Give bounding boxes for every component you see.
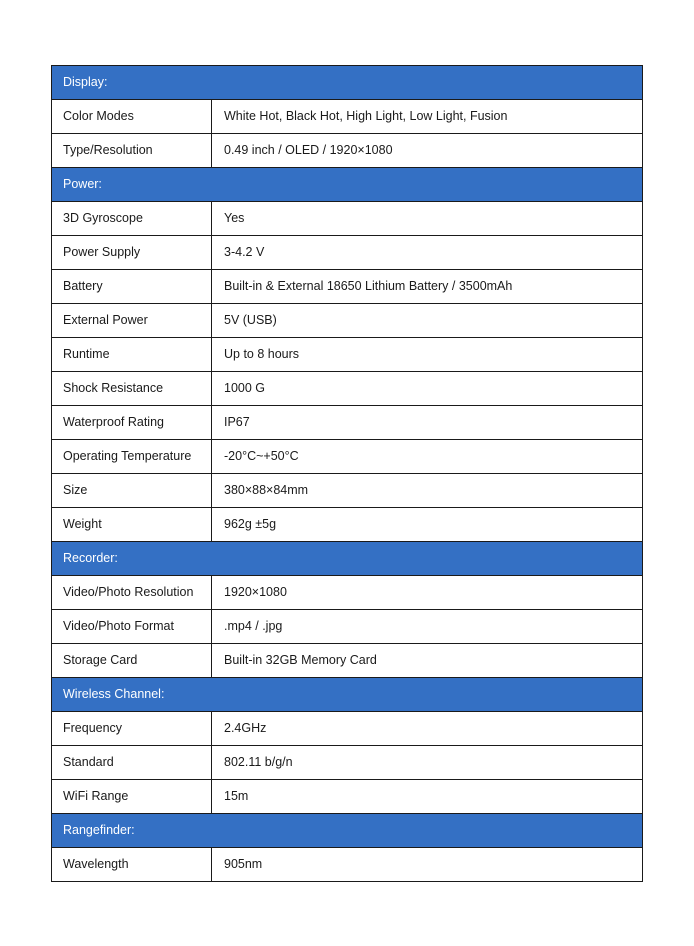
- spec-label: Video/Photo Resolution: [52, 576, 212, 610]
- spec-label: Frequency: [52, 712, 212, 746]
- spec-row: [52, 202, 643, 236]
- spec-value: .mp4 / .jpg: [212, 610, 643, 644]
- spec-label: Waterproof Rating: [52, 406, 212, 440]
- spec-row: [52, 746, 643, 780]
- spec-value: 962g ±5g: [212, 508, 643, 542]
- spec-value: 0.49 inch / OLED / 1920×1080: [212, 134, 643, 168]
- spec-value: 1000 G: [212, 372, 643, 406]
- spec-row: [52, 712, 643, 746]
- spec-row: [52, 848, 643, 882]
- spec-label: Standard: [52, 746, 212, 780]
- spec-label: Size: [52, 474, 212, 508]
- spec-value: Up to 8 hours: [212, 338, 643, 372]
- spec-value: IP67: [212, 406, 643, 440]
- spec-row: [52, 610, 643, 644]
- spec-value: 802.11 b/g/n: [212, 746, 643, 780]
- spec-row: [52, 134, 643, 168]
- section-header-rangefinder: [52, 814, 643, 848]
- spec-row: [52, 406, 643, 440]
- spec-label: Battery: [52, 270, 212, 304]
- spec-label: Weight: [52, 508, 212, 542]
- spec-row: [52, 270, 643, 304]
- spec-label: Power Supply: [52, 236, 212, 270]
- section-title: Display:: [52, 66, 643, 100]
- spec-value: White Hot, Black Hot, High Light, Low Light, Fusion: [212, 100, 643, 134]
- spec-label: Color Modes: [52, 100, 212, 134]
- section-header-power: [52, 168, 643, 202]
- spec-label: Runtime: [52, 338, 212, 372]
- spec-row: [52, 236, 643, 270]
- spec-label: Storage Card: [52, 644, 212, 678]
- spec-value: Yes: [212, 202, 643, 236]
- section-title: Wireless Channel:: [52, 678, 643, 712]
- section-header-wireless-channel: [52, 678, 643, 712]
- spec-value: 15m: [212, 780, 643, 814]
- section-title: Power:: [52, 168, 643, 202]
- spec-value: 380×88×84mm: [212, 474, 643, 508]
- spec-label: Type/Resolution: [52, 134, 212, 168]
- spec-row: [52, 644, 643, 678]
- spec-label: Wavelength: [52, 848, 212, 882]
- section-title: Rangefinder:: [52, 814, 643, 848]
- spec-value: 5V (USB): [212, 304, 643, 338]
- spec-row: [52, 440, 643, 474]
- spec-value: 1920×1080: [212, 576, 643, 610]
- spec-table: [51, 65, 643, 882]
- spec-label: Operating Temperature: [52, 440, 212, 474]
- spec-table-body: [52, 66, 643, 882]
- spec-label: Shock Resistance: [52, 372, 212, 406]
- spec-value: -20°C~+50°C: [212, 440, 643, 474]
- spec-row: [52, 304, 643, 338]
- spec-value: Built-in 32GB Memory Card: [212, 644, 643, 678]
- section-header-display: [52, 66, 643, 100]
- spec-row: [52, 576, 643, 610]
- spec-label: External Power: [52, 304, 212, 338]
- spec-row: [52, 508, 643, 542]
- spec-label: Video/Photo Format: [52, 610, 212, 644]
- spec-value: 2.4GHz: [212, 712, 643, 746]
- spec-row: [52, 100, 643, 134]
- spec-label: 3D Gyroscope: [52, 202, 212, 236]
- spec-value: 3-4.2 V: [212, 236, 643, 270]
- spec-value: Built-in & External 18650 Lithium Battery / 3500mAh: [212, 270, 643, 304]
- section-header-recorder: [52, 542, 643, 576]
- spec-label: WiFi Range: [52, 780, 212, 814]
- section-title: Recorder:: [52, 542, 643, 576]
- spec-row: [52, 780, 643, 814]
- spec-value: 905nm: [212, 848, 643, 882]
- spec-row: [52, 338, 643, 372]
- spec-row: [52, 372, 643, 406]
- spec-row: [52, 474, 643, 508]
